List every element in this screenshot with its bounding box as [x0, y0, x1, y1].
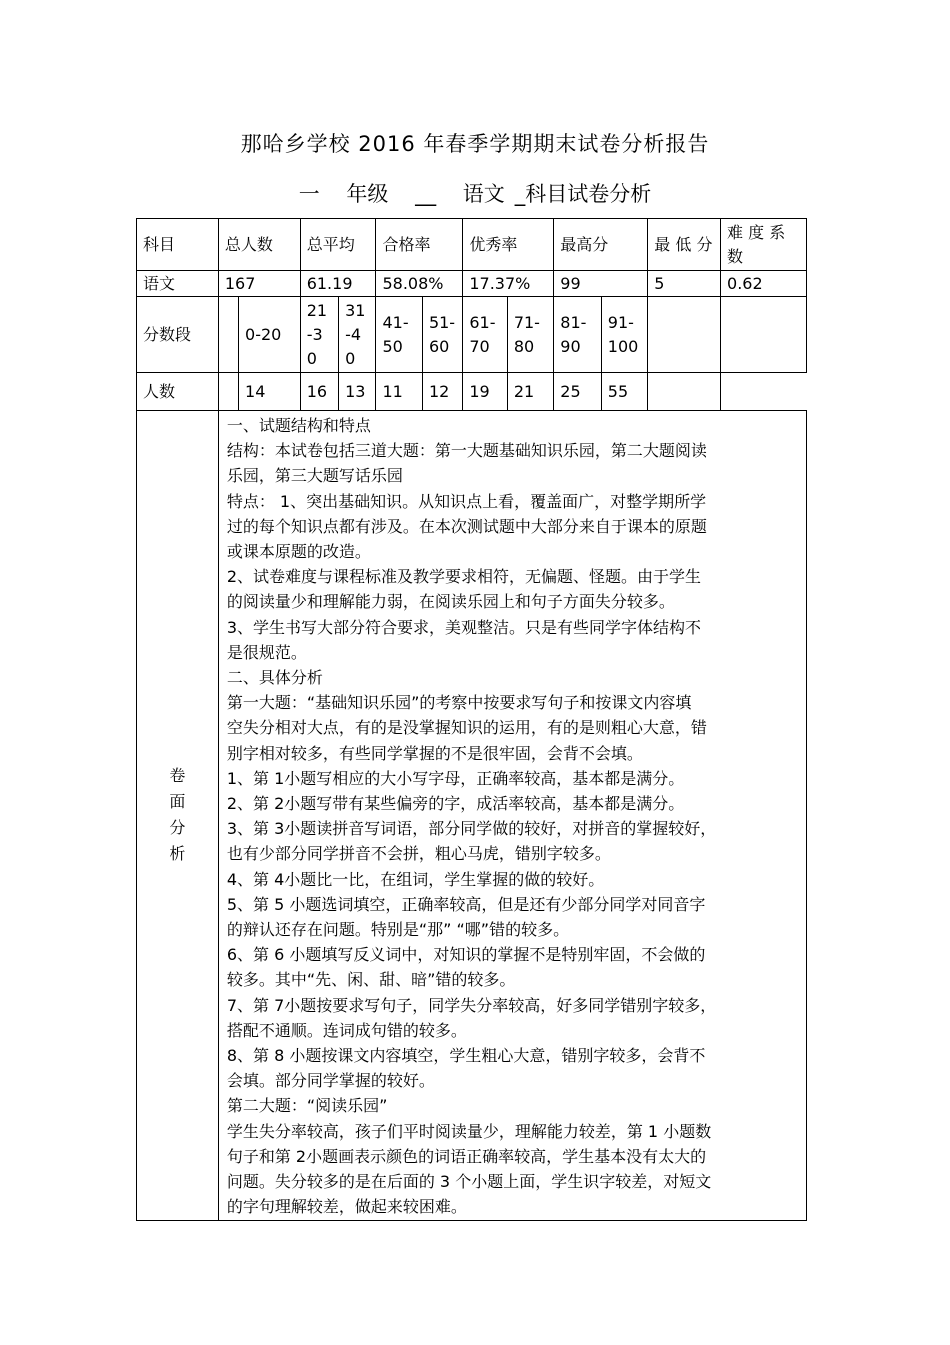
analysis-line: 搭配不通顺。连词成句错的较多。: [226, 1020, 467, 1040]
analysis-table: [136, 218, 807, 1221]
analysis-line: 也有少部分同学拼音不会拼，粗心马虎，错别字较多。: [226, 844, 611, 864]
stat-total: 167: [218, 271, 300, 297]
range-cell: 91-100: [601, 297, 647, 373]
analysis-line: 或课本原题的改造。: [226, 542, 371, 562]
analysis-label-text: 卷面分析: [169, 766, 186, 864]
stat-pass-rate: 58.08%: [376, 271, 463, 297]
stat-excellent-rate: 17.37%: [463, 271, 554, 297]
range-empty: [648, 297, 721, 373]
analysis-line: 特点： 1、突出基础知识。从知识点上看，覆盖面广，对整学期所学: [226, 491, 707, 511]
analysis-lines: [227, 411, 800, 1220]
count-cell: 11: [376, 373, 422, 411]
count-label: 人数: [137, 373, 219, 411]
analysis-line: 二、具体分析: [226, 668, 323, 688]
stat-subject: 语文: [137, 271, 219, 297]
header-difficulty: 难 度 系 数: [721, 219, 807, 271]
range-cell: 21-30: [300, 297, 338, 373]
analysis-line: 6、第 6 小题填写反义词中，对知识的掌握不是特别牢固，不会做的: [226, 945, 706, 965]
count-row: [137, 373, 807, 411]
range-cell: 31-40: [339, 297, 376, 373]
analysis-line: 学生失分率较高，孩子们平时阅读量少，理解能力较差，第 1 小题数: [226, 1121, 712, 1141]
analysis-line: 3、第 3小题读拼音写词语，部分同学做的较好，对拼音的掌握较好，: [226, 819, 717, 839]
range-cell: 71-80: [507, 297, 553, 373]
grade-word: 年级: [346, 182, 389, 206]
subject-suffix: _科目试卷分析: [514, 182, 652, 206]
range-label: 分数段: [137, 297, 219, 373]
stat-difficulty: 0.62: [721, 271, 807, 297]
range-cell: 81-90: [554, 297, 601, 373]
count-cell: 21: [507, 373, 553, 411]
range-spacer: [218, 297, 238, 373]
analysis-line: 一、试题结构和特点: [226, 416, 371, 435]
count-cell: 12: [422, 373, 462, 411]
range-cell: 61-70: [463, 297, 507, 373]
analysis-row: [137, 411, 807, 1221]
analysis-line: 空失分相对大点，有的是没掌握知识的运用，有的是则粗心大意，错: [226, 718, 707, 738]
range-cell: 0-20: [239, 297, 301, 373]
analysis-label: [137, 411, 219, 1221]
analysis-line: 5、第 5 小题选词填空，正确率较高，但是还有少部分同学对同音字: [226, 894, 706, 914]
analysis-line: 第一大题：“基础知识乐园”的考察中按要求写句子和按课文内容填: [226, 693, 692, 713]
analysis-line: 的辩认还存在问题。特别是“那” “哪”错的较多。: [226, 920, 570, 940]
count-empty: [648, 373, 721, 411]
analysis-line: 是很规范。: [226, 642, 307, 662]
page-title: 那哈乡学校 2016 年春季学期期末试卷分析报告: [240, 132, 710, 156]
range-cell: 41-50: [376, 297, 422, 373]
analysis-line: 3、学生书写大部分符合要求，美观整洁。只是有些同学字体结构不: [226, 617, 702, 637]
count-cell: 13: [339, 373, 376, 411]
analysis-line: 1、第 1小题写相应的大小写字母，正确率较高，基本都是满分。: [226, 768, 685, 788]
analysis-line: 句子和第 2小题画表示颜色的词语正确率较高，学生基本没有太大的: [226, 1146, 707, 1166]
analysis-line: 2、试卷难度与课程标准及教学要求相符，无偏题、怪题。由于学生: [226, 567, 702, 587]
analysis-line: 的字句理解较差，做起来较困难。: [226, 1197, 467, 1217]
grade-blank: __: [415, 182, 437, 206]
header-average: 总平均: [300, 219, 376, 271]
analysis-line: 第二大题：“阅读乐园”: [226, 1096, 388, 1116]
analysis-line: 7、第 7小题按要求写句子，同学失分率较高，好多同学错别字较多，: [226, 995, 717, 1015]
stat-min: 5: [648, 271, 721, 297]
analysis-line: 会填。部分同学掌握的较好。: [226, 1071, 435, 1091]
analysis-line: 问题。失分较多的是在后面的 3 个小题上面，学生识字较差，对短文: [226, 1172, 712, 1192]
header-pass-rate: 合格率: [376, 219, 463, 271]
analysis-line: 别字相对较多，有些同学掌握的不是很牢固，会背不会填。: [226, 743, 643, 763]
header-row: [137, 219, 807, 271]
analysis-line: 4、第 4小题比一比，在组词，学生掌握的做的较好。: [226, 869, 605, 889]
count-cell: 25: [554, 373, 601, 411]
header-max: 最高分: [554, 219, 648, 271]
analysis-line: 过的每个知识点都有涉及。在本次测试题中大部分来自于课本的原题: [226, 516, 707, 536]
count-cell: 55: [601, 373, 647, 411]
header-min: 最 低 分: [648, 219, 721, 271]
stat-max: 99: [554, 271, 648, 297]
page-subtitle: [0, 178, 950, 208]
count-cell: 14: [239, 373, 301, 411]
header-total: 总人数: [218, 219, 300, 271]
analysis-line: 结构：本试卷包括三道大题：第一大题基础知识乐园，第二大题阅读: [226, 441, 707, 461]
analysis-line: 较多。其中“先、闲、甜、暗”错的较多。: [226, 970, 516, 990]
range-row: [137, 297, 807, 373]
analysis-line: 的阅读量少和理解能力弱，在阅读乐园上和句子方面失分较多。: [226, 592, 675, 612]
count-cell: 16: [300, 373, 338, 411]
grade-number: 一: [298, 182, 320, 206]
range-cell: 51-60: [422, 297, 462, 373]
header-subject: 科目: [137, 219, 219, 271]
stat-average: 61.19: [300, 271, 376, 297]
analysis-line: 乐园，第三大题写话乐园: [226, 466, 403, 486]
subject-name: 语文: [462, 182, 505, 206]
header-excellent-rate: 优秀率: [463, 219, 554, 271]
count-empty: [721, 373, 807, 411]
analysis-content: [218, 411, 806, 1221]
count-cell: 19: [463, 373, 507, 411]
analysis-line: 2、第 2小题写带有某些偏旁的字，成活率较高，基本都是满分。: [226, 794, 685, 814]
count-spacer: [218, 373, 238, 411]
stats-row: [137, 271, 807, 297]
analysis-line: 8、第 8 小题按课文内容填空，学生粗心大意，错别字较多，会背不: [226, 1046, 706, 1066]
range-empty: [721, 297, 807, 373]
